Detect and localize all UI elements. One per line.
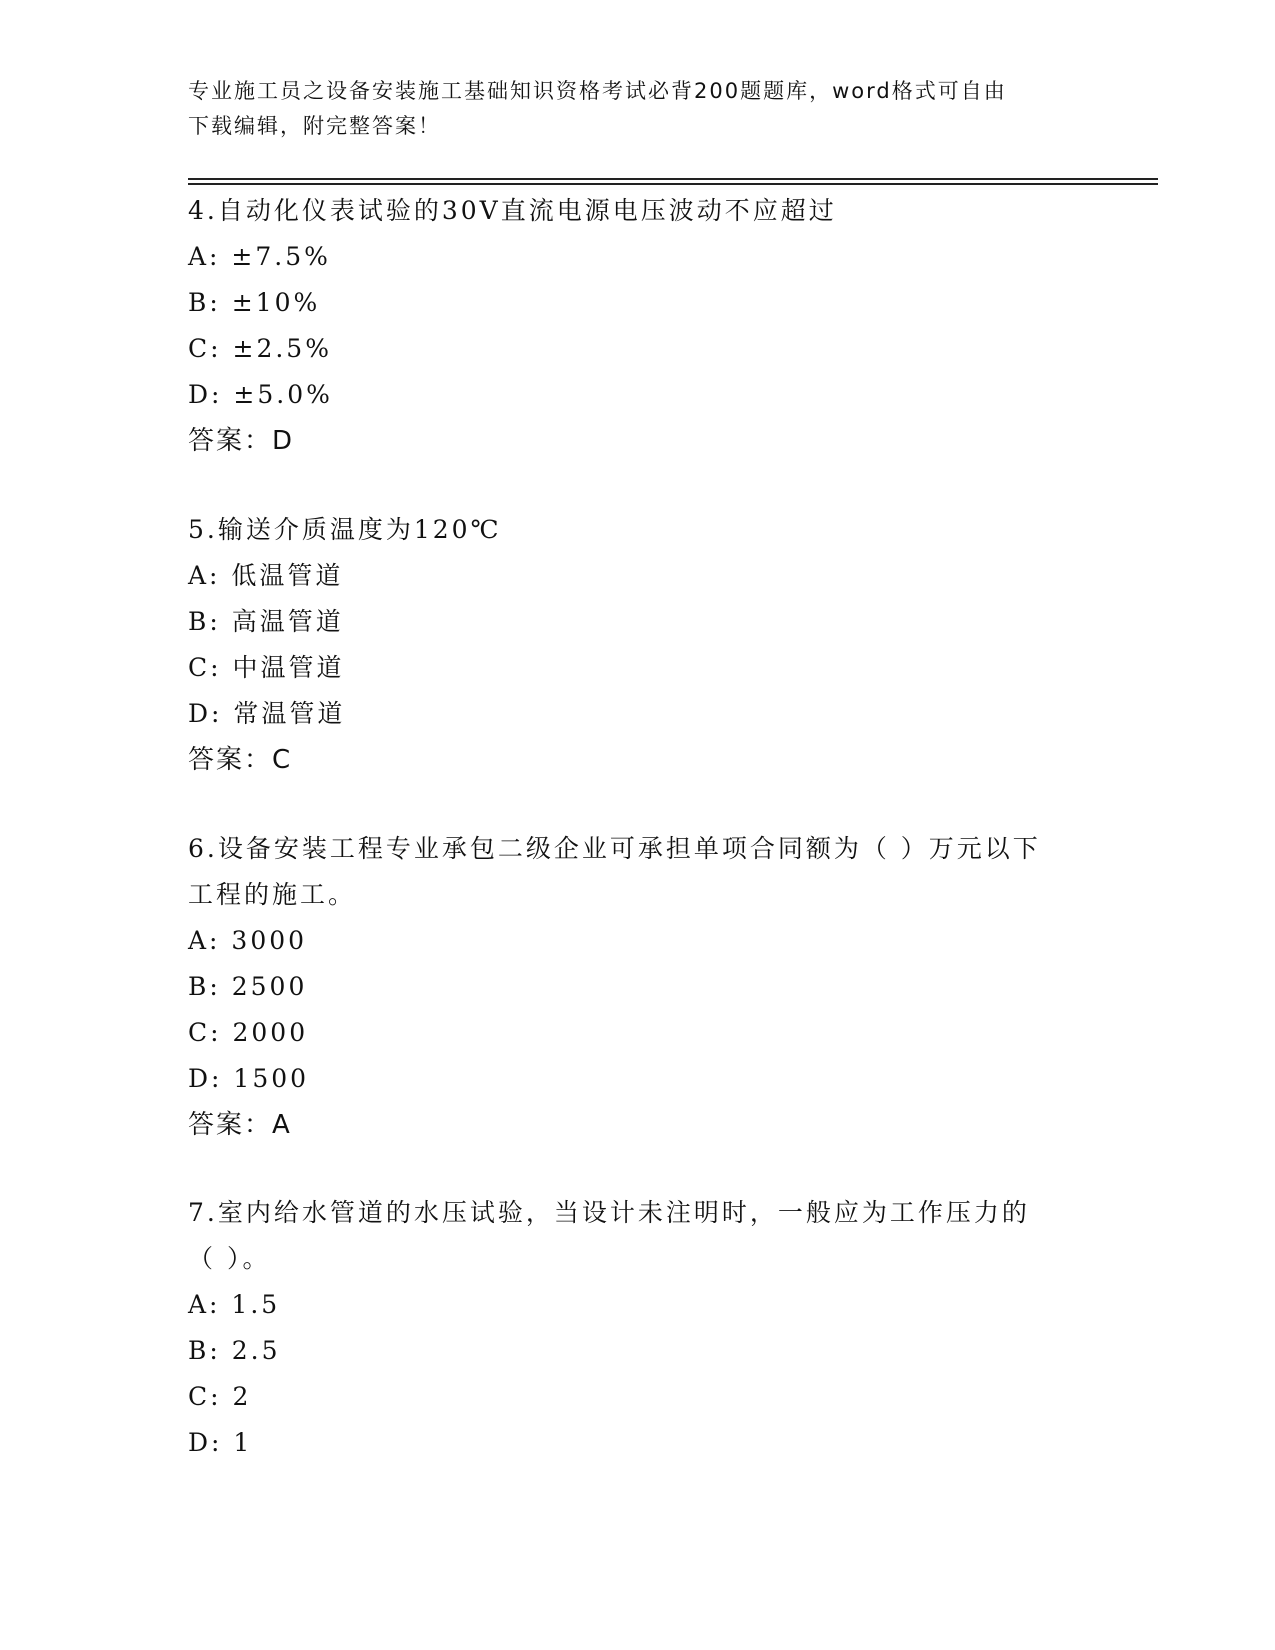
document-header: [188, 74, 1068, 144]
header-line-2: 下载编辑，附完整答案！: [188, 114, 441, 138]
question-title-continued: 工程的施工。: [188, 880, 357, 909]
question-7: [188, 1190, 1088, 1466]
question-title-continued: （ ）。: [188, 1244, 271, 1273]
question-title: 6.设备安装工程专业承包二级企业可承担单项合同额为（ ）万元以下: [188, 834, 1041, 863]
option-c: C: 2: [188, 1382, 252, 1411]
option-b: B: 2500: [188, 972, 308, 1001]
question-title: 5.输送介质温度为120℃: [188, 515, 502, 544]
option-b: B: 高温管道: [188, 607, 344, 636]
option-b: B: ±10%: [188, 288, 321, 317]
option-d: D: 1500: [188, 1064, 310, 1093]
option-c: C: 中温管道: [188, 653, 345, 682]
option-d: D: 1: [188, 1428, 253, 1457]
question-title: 7.室内给水管道的水压试验，当设计未注明时，一般应为工作压力的: [188, 1198, 1030, 1227]
header-divider-top: [188, 178, 1158, 180]
question-4: [188, 188, 1088, 464]
answer: 答案：C: [188, 745, 293, 775]
question-6: [188, 826, 1088, 1148]
header-divider-bottom: [188, 183, 1158, 185]
option-c: C: ±2.5%: [188, 334, 332, 363]
option-a: A: ±7.5%: [188, 242, 331, 271]
answer: 答案：D: [188, 426, 295, 456]
option-b: B: 2.5: [188, 1336, 281, 1365]
option-a: A: 低温管道: [188, 561, 344, 590]
option-a: A: 3000: [188, 926, 308, 955]
option-d: D: 常温管道: [188, 699, 346, 728]
option-d: D: ±5.0%: [188, 380, 333, 409]
header-line-1: 专业施工员之设备安装施工基础知识资格考试必背200题题库，word格式可自由: [188, 79, 1007, 103]
option-c: C: 2000: [188, 1018, 309, 1047]
option-a: A: 1.5: [188, 1290, 281, 1319]
question-title: 4.自动化仪表试验的30V直流电源电压波动不应超过: [188, 196, 837, 225]
answer: 答案：A: [188, 1110, 292, 1140]
question-5: [188, 507, 1088, 783]
